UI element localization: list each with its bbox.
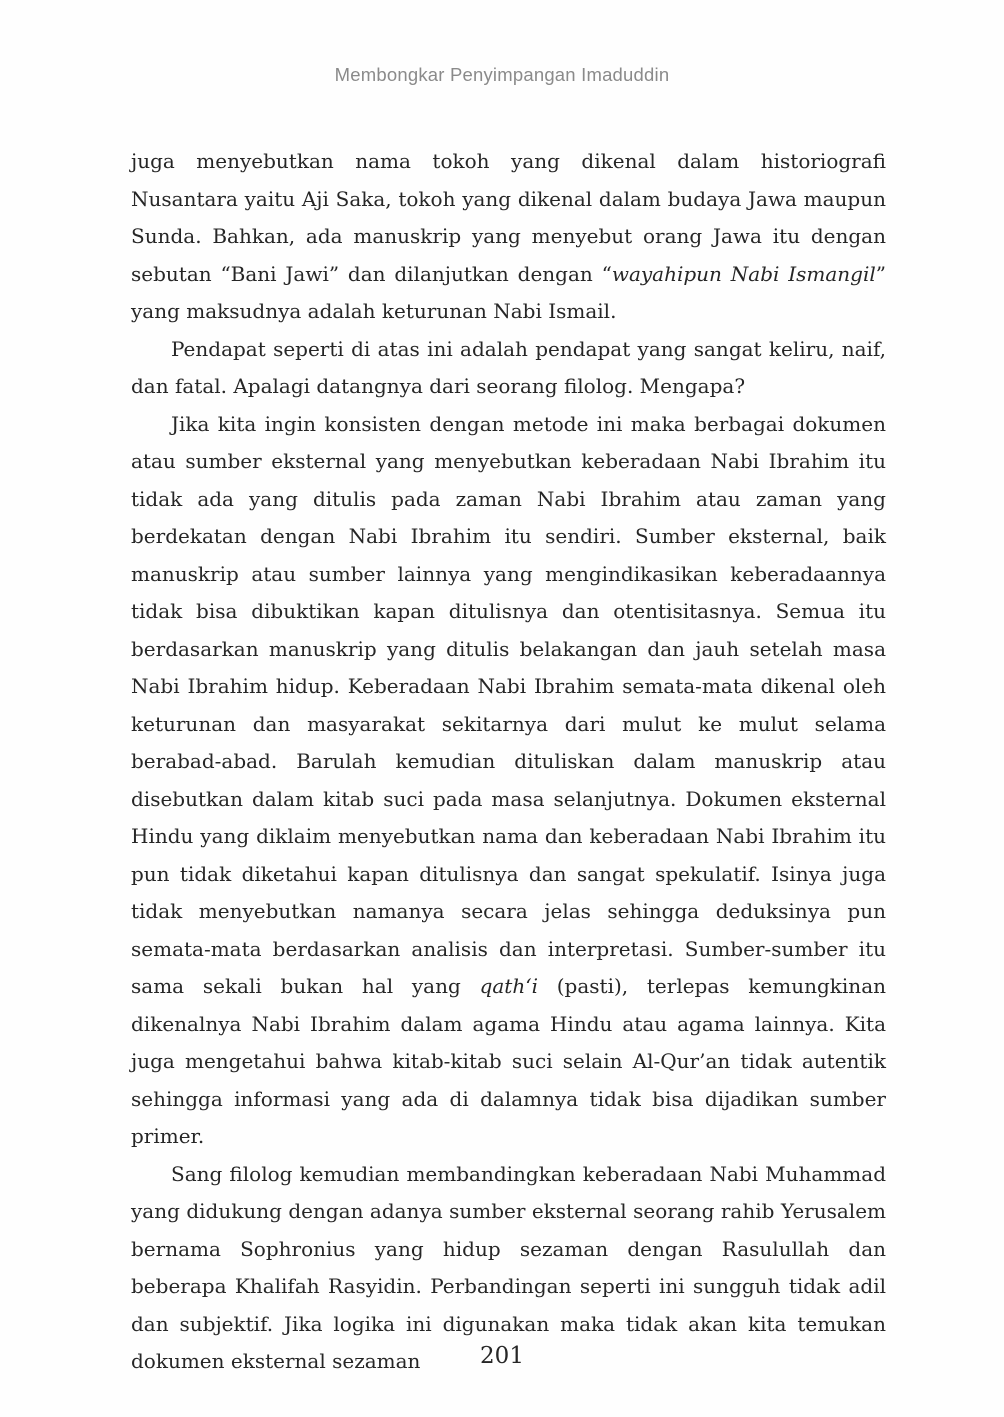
paragraph-3-text-a: Jika kita ingin konsisten dengan metode ini maka berbagai dokumen atau sumber eksternal yang menyebutkan keberadaan Nabi Ibrahim itu tidak ada yang ditulis pada zaman Nabi Ibrahim atau zaman yang berdekatan dengan Nabi Ibrahim itu sendiri. Sumber eksternal, baik manuskrip atau sumber lainnya yang mengindikasikan keberadaannya tidak bisa dibuktikan kapan ditulisnya dan otentisitasnya. Semua itu berdasarkan manuskrip yang ditulis belakangan dan jauh setelah masa Nabi Ibrahim hidup. Keberadaan Nabi Ibrahim semata-mata dikenal oleh keturunan dan masyarakat sekitarnya dari mulut ke mulut selama berabad-abad. Barulah kemudian dituliskan dalam manuskrip atau disebutkan dalam kitab suci pada masa selanjutnya. Dokumen eksternal Hindu yang diklaim menyebutkan nama dan keberadaan Nabi Ibrahim itu pun tidak diketahui kapan ditulisnya dan sangat spekulatif. Isinya juga tidak menyebutkan namanya secara jelas sehingga deduksinya pun semata-mata berdasarkan analisis dan interpretasi. Sumber-sumber itu sama sekali bukan hal yang: [131, 411, 886, 998]
paragraph-1: [131, 143, 886, 331]
paragraph-4: Sang filolog kemudian membandingkan keberadaan Nabi Muhammad yang didukung dengan adanya sumber eksternal seorang rahib Yerusalem bernama Sophronius yang hidup sezaman dengan Rasulullah dan beberapa Khalifah Rasyidin. Perbandingan seperti ini sungguh tidak adil dan subjektif. Jika logika ini digunakan maka tidak akan kita temukan dokumen eksternal sezaman: [131, 1161, 886, 1373]
body-text: [131, 143, 886, 1381]
paragraph-1-italic: wayahipun Nabi Ismangil: [611, 261, 876, 286]
page-number: 201: [480, 1343, 524, 1369]
running-header: Membongkar Penyimpangan Imaduddin: [334, 64, 670, 85]
paragraph-3: [131, 406, 886, 1156]
paragraph-3-italic: qath‘i: [479, 974, 538, 998]
paragraph-2: Pendapat seperti di atas ini adalah pendapat yang sangat keliru, naif, dan fatal. Apalagi datangnya dari seorang filolog. Mengapa?: [131, 336, 886, 398]
paragraph-1-text-b: ” yang maksudnya adalah keturunan Nabi Ismail.: [131, 261, 886, 323]
paragraph-1-text-a: juga menyebutkan nama tokoh yang dikenal dalam historiografi Nusantara yaitu Aji Saka, tokoh yang dikenal dalam budaya Jawa maupun Sunda. Bahkan, ada manuskrip yang menyebut orang Jawa itu dengan sebutan “Bani Jawi” dan dilanjutkan dengan “: [131, 149, 886, 286]
paragraph-3-text-b: (pasti), terlepas kemungkinan dikenalnya Nabi Ibrahim dalam agama Hindu atau agama lainnya. Kita juga mengetahui bahwa kitab-kitab suci selain Al-Qur’an tidak autentik sehingga informasi yang ada di dalamnya tidak bisa dijadikan sumber primer.: [131, 974, 886, 1148]
